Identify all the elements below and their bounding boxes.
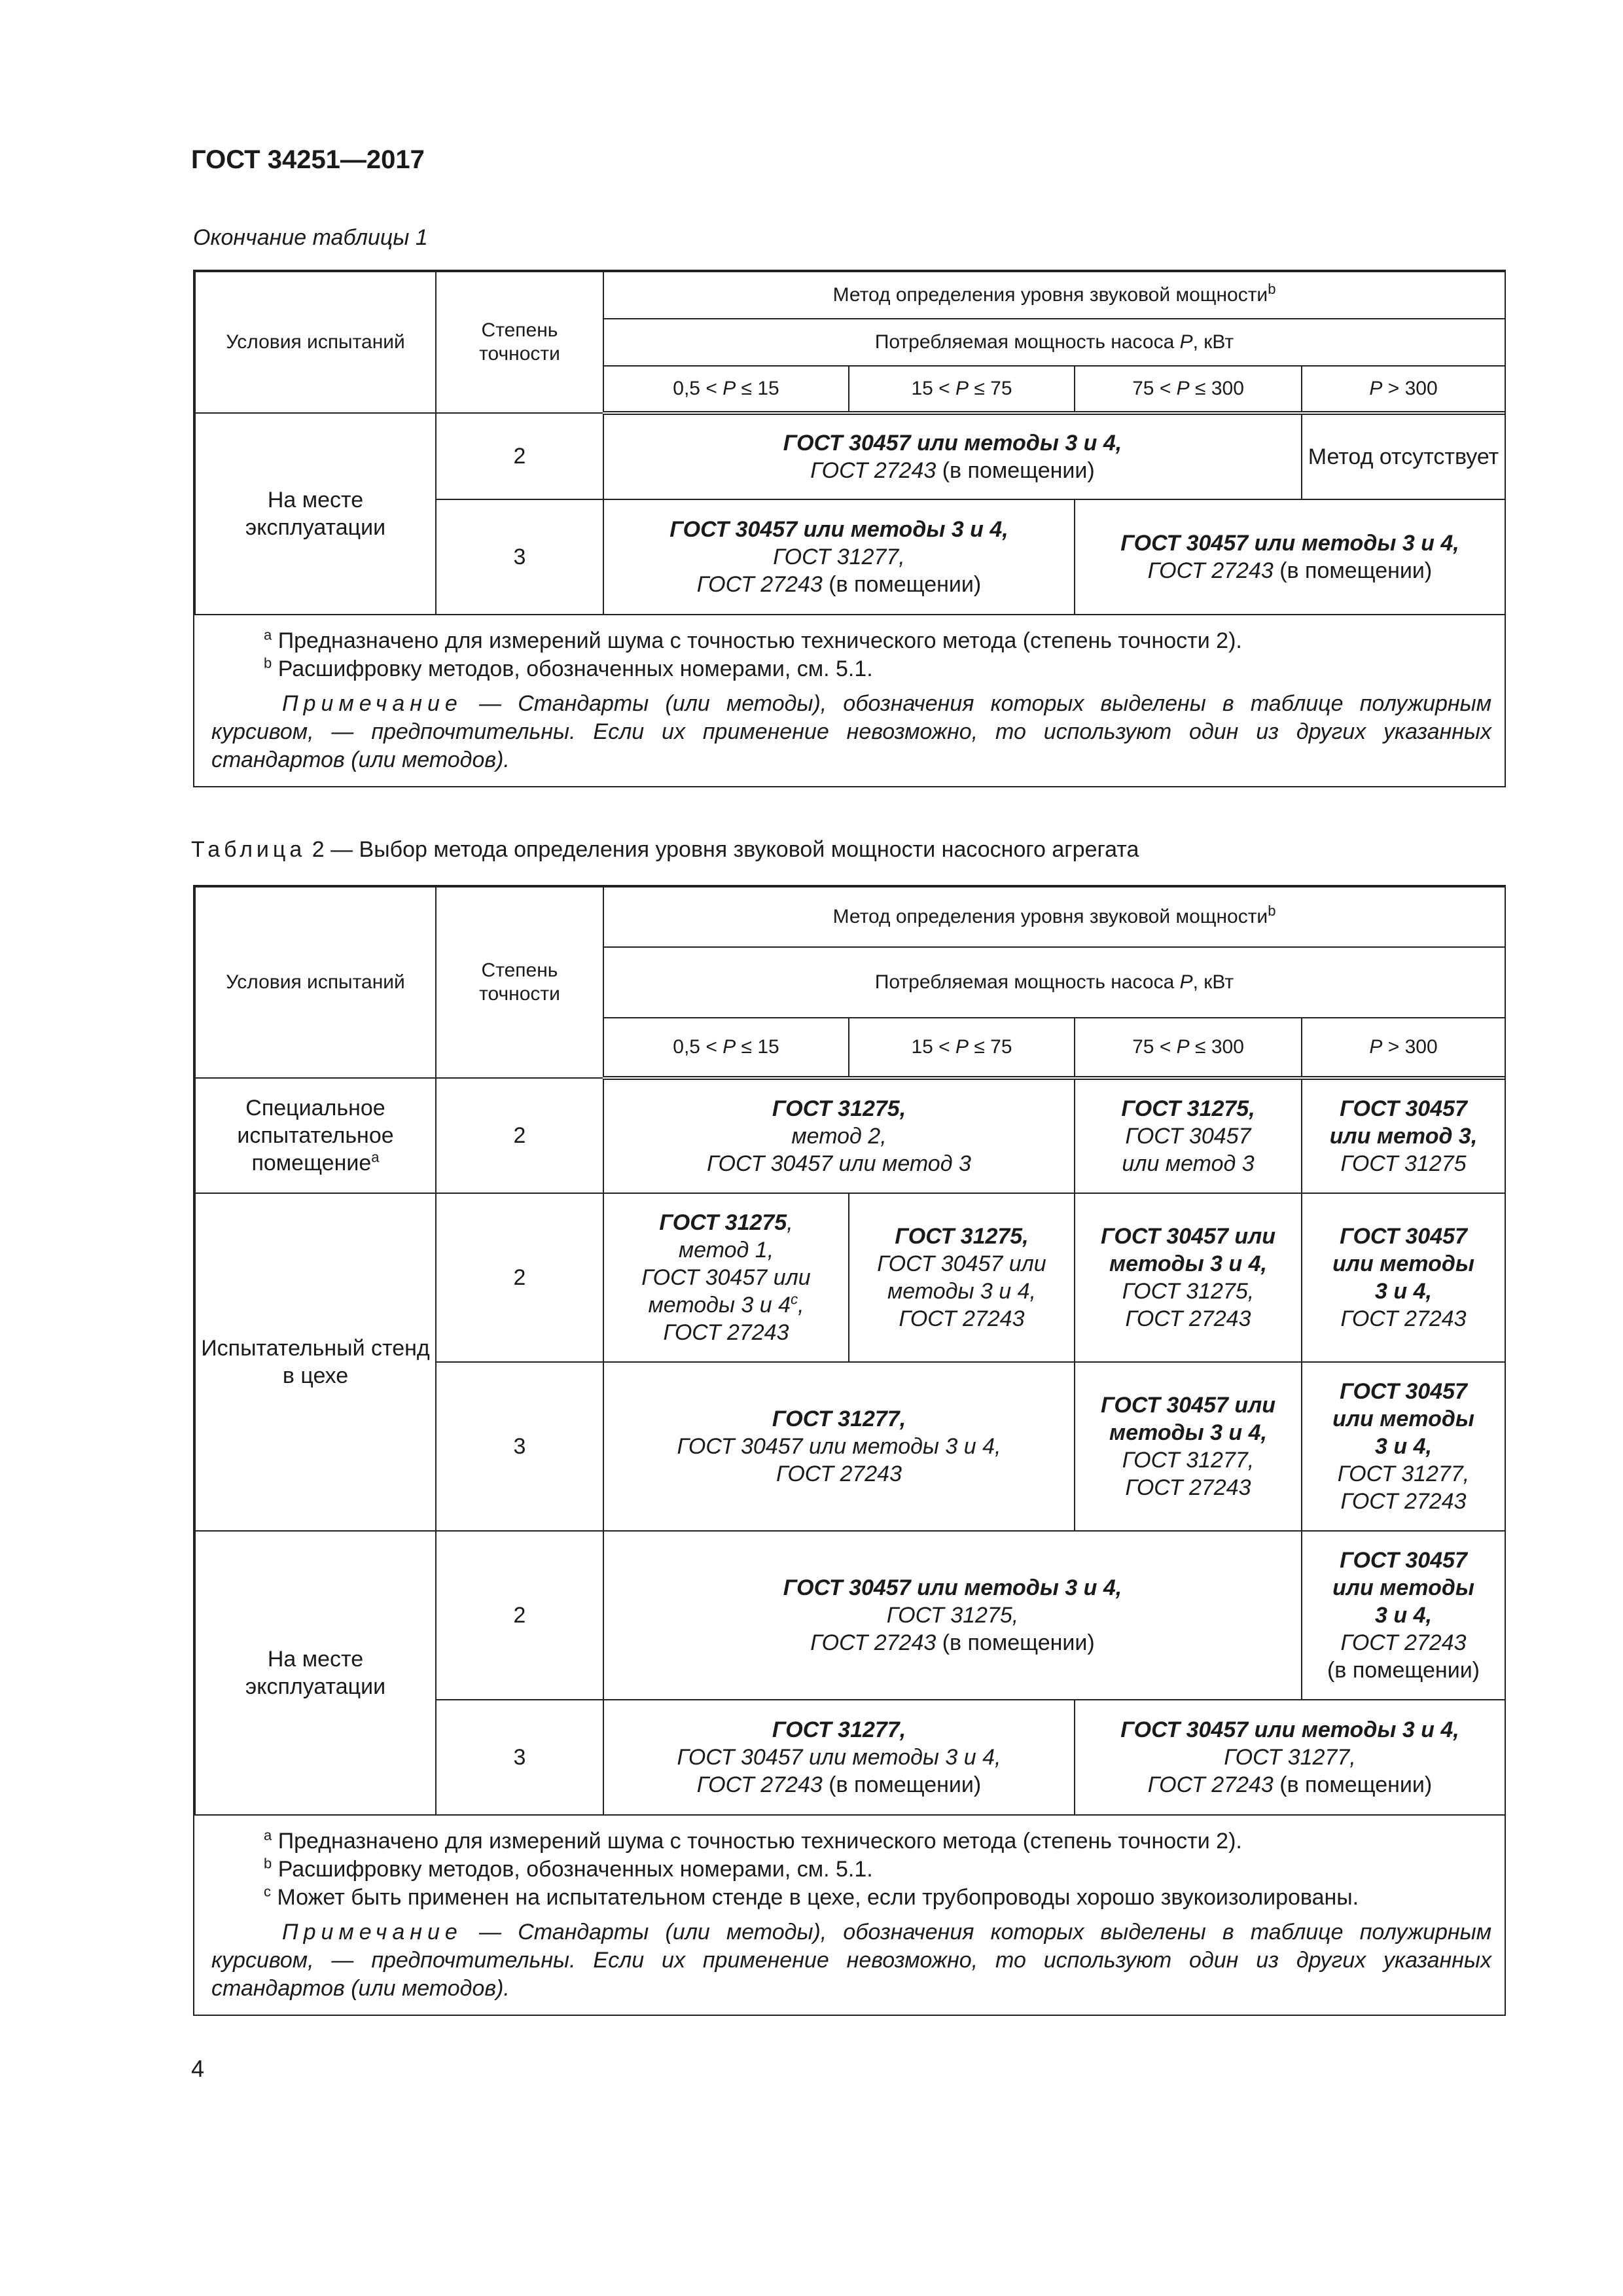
header-power: Потребляемая мощность насоса P, кВт <box>603 947 1505 1018</box>
header-range: 0,5 < P ≤ 15 <box>603 366 849 413</box>
table-note: Примечание — Стандарты (или методы), обозначения которых выделены в таблице полужирным курсивом, — предпочтительны. Если их применение невозможно, то используют один из других указанных стандартов (или методов). <box>211 691 1491 772</box>
accuracy-cell: 2 <box>436 1078 603 1193</box>
header-range: P > 300 <box>1302 366 1505 413</box>
row-label-special-room: Специальное испытательное помещение$^a$ <box>195 1078 436 1193</box>
header-accuracy: Степень точности <box>436 272 603 413</box>
row-label-test-stand: Испытательный стенд в цехе <box>195 1193 436 1531</box>
table2 <box>193 885 1506 2016</box>
footnote: $^b$ Расшифровку методов, обозначенных номерами, см. 5.1. <box>264 655 873 681</box>
table1-caption: Окончание таблицы 1 <box>193 225 428 250</box>
accuracy-cell: 3 <box>436 499 603 615</box>
method-cell: ГОСТ 30457 или метод 3, ГОСТ 31275 <box>1302 1078 1505 1193</box>
accuracy-cell: 2 <box>436 1531 603 1700</box>
header-power: Потребляемая мощность насоса P, кВт <box>603 319 1505 366</box>
header-range: 75 < P ≤ 300 <box>1075 366 1302 413</box>
header-accuracy: Степень точности <box>436 887 603 1078</box>
header-range: 75 < P ≤ 300 <box>1075 1018 1302 1078</box>
method-cell: ГОСТ 30457 или методы 3 и 4, ГОСТ 27243 <box>1302 1193 1505 1362</box>
method-cell: ГОСТ 30457 или методы 3 и 4, ГОСТ 27243 (в помещении) <box>603 413 1302 499</box>
header-range: 15 < P ≤ 75 <box>849 366 1075 413</box>
table1-notes <box>194 615 1505 786</box>
header-method: Метод определения уровня звуковой мощности$^b$ <box>603 272 1505 319</box>
header-conditions: Условия испытаний <box>195 887 436 1078</box>
method-cell: ГОСТ 31275, метод 1, ГОСТ 30457 или методы 3 и 4$^c$, ГОСТ 27243 <box>603 1193 849 1362</box>
footnote: $^b$ Расшифровку методов, обозначенных номерами, см. 5.1. <box>264 1855 873 1882</box>
header-range: 15 < P ≤ 75 <box>849 1018 1075 1078</box>
method-cell: ГОСТ 30457 или методы 3 и 4, ГОСТ 31275, ГОСТ 27243 <box>1075 1193 1302 1362</box>
table2-caption: Таблица 2 — Выбор метода определения уровня звуковой мощности насосного агрегата <box>191 837 1139 862</box>
row-label-place: На месте эксплуатации <box>195 413 436 615</box>
table1 <box>193 270 1506 787</box>
footnote: $^c$ Может быть применен на испытательном стенде в цехе, если трубопроводы хорошо звукоизолированы. <box>264 1883 1359 1910</box>
accuracy-cell: 2 <box>436 413 603 499</box>
method-cell: ГОСТ 30457 или методы 3 и 4, ГОСТ 31277, ГОСТ 27243 (в помещении) <box>603 499 1075 615</box>
page-number: 4 <box>191 2055 205 2082</box>
method-cell: ГОСТ 31277, ГОСТ 30457 или методы 3 и 4, ГОСТ 27243 <box>603 1362 1075 1531</box>
footnote: $^a$ Предназначено для измерений шума с точностью технического метода (степень точности 2). <box>264 626 1242 653</box>
header-method: Метод определения уровня звуковой мощности$^b$ <box>603 887 1505 947</box>
header-conditions: Условия испытаний <box>195 272 436 413</box>
row-label-place: На месте эксплуатации <box>195 1531 436 1815</box>
method-cell: ГОСТ 30457 или методы 3 и 4, ГОСТ 31275, ГОСТ 27243 (в помещении) <box>603 1531 1302 1700</box>
method-cell: ГОСТ 31275, метод 2, ГОСТ 30457 или метод 3 <box>603 1078 1075 1193</box>
method-cell: ГОСТ 30457 или методы 3 и 4, ГОСТ 31277, ГОСТ 27243 <box>1302 1362 1505 1531</box>
header-range: 0,5 < P ≤ 15 <box>603 1018 849 1078</box>
method-cell: ГОСТ 30457 или методы 3 и 4, ГОСТ 27243 (в помещении) <box>1075 499 1505 615</box>
document-id: ГОСТ 34251—2017 <box>191 145 425 174</box>
method-cell: ГОСТ 31277, ГОСТ 30457 или методы 3 и 4, ГОСТ 27243 (в помещении) <box>603 1700 1075 1815</box>
accuracy-cell: 3 <box>436 1700 603 1815</box>
table2-notes <box>194 1816 1505 2015</box>
accuracy-cell: 3 <box>436 1362 603 1531</box>
method-cell: ГОСТ 30457 или методы 3 и 4, ГОСТ 27243 (в помещении) <box>1302 1531 1505 1700</box>
footnote: $^a$ Предназначено для измерений шума с точностью технического метода (степень точности 2). <box>264 1827 1242 1854</box>
method-cell: ГОСТ 31275, ГОСТ 30457 или методы 3 и 4, ГОСТ 27243 <box>849 1193 1075 1362</box>
method-cell: ГОСТ 30457 или методы 3 и 4, ГОСТ 31277, ГОСТ 27243 <box>1075 1362 1302 1531</box>
accuracy-cell: 2 <box>436 1193 603 1362</box>
method-cell: ГОСТ 31275, ГОСТ 30457 или метод 3 <box>1075 1078 1302 1193</box>
method-cell: ГОСТ 30457 или методы 3 и 4, ГОСТ 31277, ГОСТ 27243 (в помещении) <box>1075 1700 1505 1815</box>
method-cell: Метод отсутствует <box>1302 413 1505 499</box>
header-range: P > 300 <box>1302 1018 1505 1078</box>
table-note: Примечание — Стандарты (или методы), обозначения которых выделены в таблице полужирным курсивом, — предпочтительны. Если их применение невозможно, то используют один из других указанных стандартов (или методов). <box>211 1920 1491 2001</box>
